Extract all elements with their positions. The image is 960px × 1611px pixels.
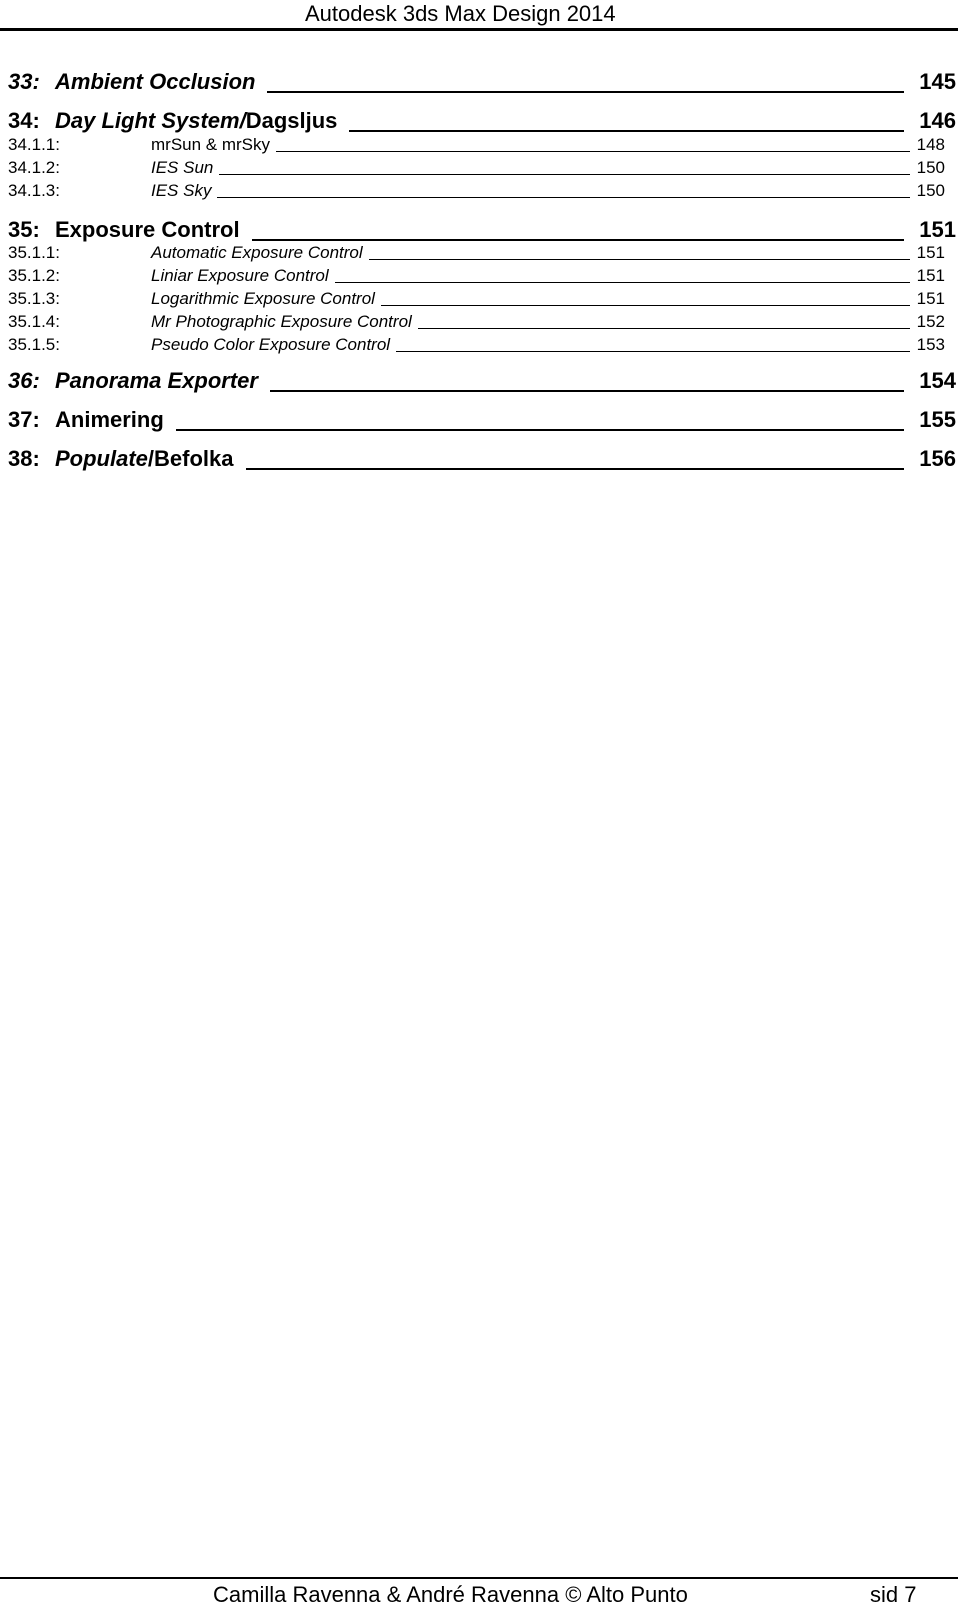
toc-page: 151 [916,266,945,285]
toc-title-italic: Ambient Occlusion [55,69,256,94]
toc-page: 150 [916,158,945,177]
toc-number: 34.1.2: [8,158,60,177]
toc-number: 35.1.2: [8,266,60,285]
toc-number: 35.1.5: [8,335,60,354]
toc-section-35-1-1[interactable] [8,243,945,263]
toc-leader [219,174,910,175]
toc-title-italic: Populate [55,446,148,471]
page-header [0,0,958,31]
toc-title [55,368,258,394]
toc-chapter-36[interactable] [8,368,956,394]
header-title: Autodesk 3ds Max Design 2014 [305,1,616,26]
toc-title-italic: Pseudo Color Exposure Control [151,335,391,354]
toc-leader [246,468,905,470]
toc-title [55,108,337,134]
toc-number: 33: [8,69,40,94]
toc-title [55,217,240,243]
toc-number: 34.1.1: [8,135,60,154]
toc-leader [335,282,910,283]
toc-leader [276,151,910,152]
toc-title-rest: /Befolka [147,446,234,471]
toc-title-italic: Liniar Exposure Control [151,266,329,285]
toc-number: 37: [8,407,40,432]
toc-section-35-1-2[interactable] [8,266,945,286]
toc-page: 148 [916,135,945,154]
toc-title-italic: Mr Photographic Exposure Control [151,312,412,331]
toc-title [151,312,412,332]
toc-title [55,407,164,433]
toc-leader [369,259,910,260]
toc-title-italic: Automatic Exposure Control [151,243,363,262]
toc-leader [252,239,904,241]
toc-leader [267,91,904,93]
toc-leader [270,390,904,392]
toc-section-35-1-4[interactable] [8,312,945,332]
toc-title [151,158,213,178]
toc-number: 36: [8,368,40,393]
toc-page: 146 [919,108,956,133]
toc-section-34-1-3[interactable] [8,181,945,201]
toc-section-35-1-3[interactable] [8,289,945,309]
toc-leader [217,197,910,198]
toc-chapter-34[interactable] [8,108,956,134]
toc-title [151,335,390,355]
toc-title [55,446,234,472]
toc-title-italic: Day Light System/ [55,108,246,133]
toc-page: 150 [916,181,945,200]
toc-page: 156 [919,446,956,471]
toc-title [151,135,270,155]
toc-section-34-1-1[interactable] [8,135,945,155]
toc-section-34-1-2[interactable] [8,158,945,178]
toc-title-rest: Dagsljus [245,108,338,133]
toc-leader [349,130,904,132]
toc-chapter-35[interactable] [8,217,956,243]
toc-page: 154 [919,368,956,393]
toc-number: 35.1.3: [8,289,60,308]
toc-section-35-1-5[interactable] [8,335,945,355]
footer-page-number: sid 7 [870,1582,917,1607]
toc-title [151,181,211,201]
footer-credit: Camilla Ravenna & André Ravenna © Alto Punto [213,1582,688,1607]
toc-leader [176,429,904,431]
toc-number: 34.1.3: [8,181,60,200]
toc-title-rest: Animering [55,407,164,432]
toc-number: 35: [8,217,40,242]
toc-chapter-37[interactable] [8,407,956,433]
toc-page: 152 [916,312,945,331]
toc-leader [381,305,910,306]
toc-number: 34: [8,108,40,133]
toc-page: 145 [919,69,956,94]
toc-page: 151 [916,289,945,308]
toc-title [151,243,363,263]
toc-title-italic: Logarithmic Exposure Control [151,289,375,308]
toc-chapter-38[interactable] [8,446,956,472]
toc-title-rest: Exposure Control [55,217,240,242]
toc-number: 38: [8,446,40,471]
toc-number: 35.1.1: [8,243,60,262]
toc-page: 151 [919,217,956,242]
toc-leader [418,328,910,329]
toc-title-italic: IES Sun [151,158,214,177]
toc-number: 35.1.4: [8,312,60,331]
toc-title-rest: mrSun & mrSky [151,135,271,154]
toc-title [151,289,375,309]
page-footer [0,1577,958,1611]
toc-title [151,266,329,286]
toc-page: 151 [916,243,945,262]
toc-title-italic: IES Sky [151,181,212,200]
toc-title [55,69,255,95]
toc-title-italic: Panorama Exporter [55,368,258,393]
toc-chapter-33[interactable] [8,69,956,95]
toc-page: 153 [916,335,945,354]
toc-page: 155 [919,407,956,432]
toc-leader [396,351,910,352]
